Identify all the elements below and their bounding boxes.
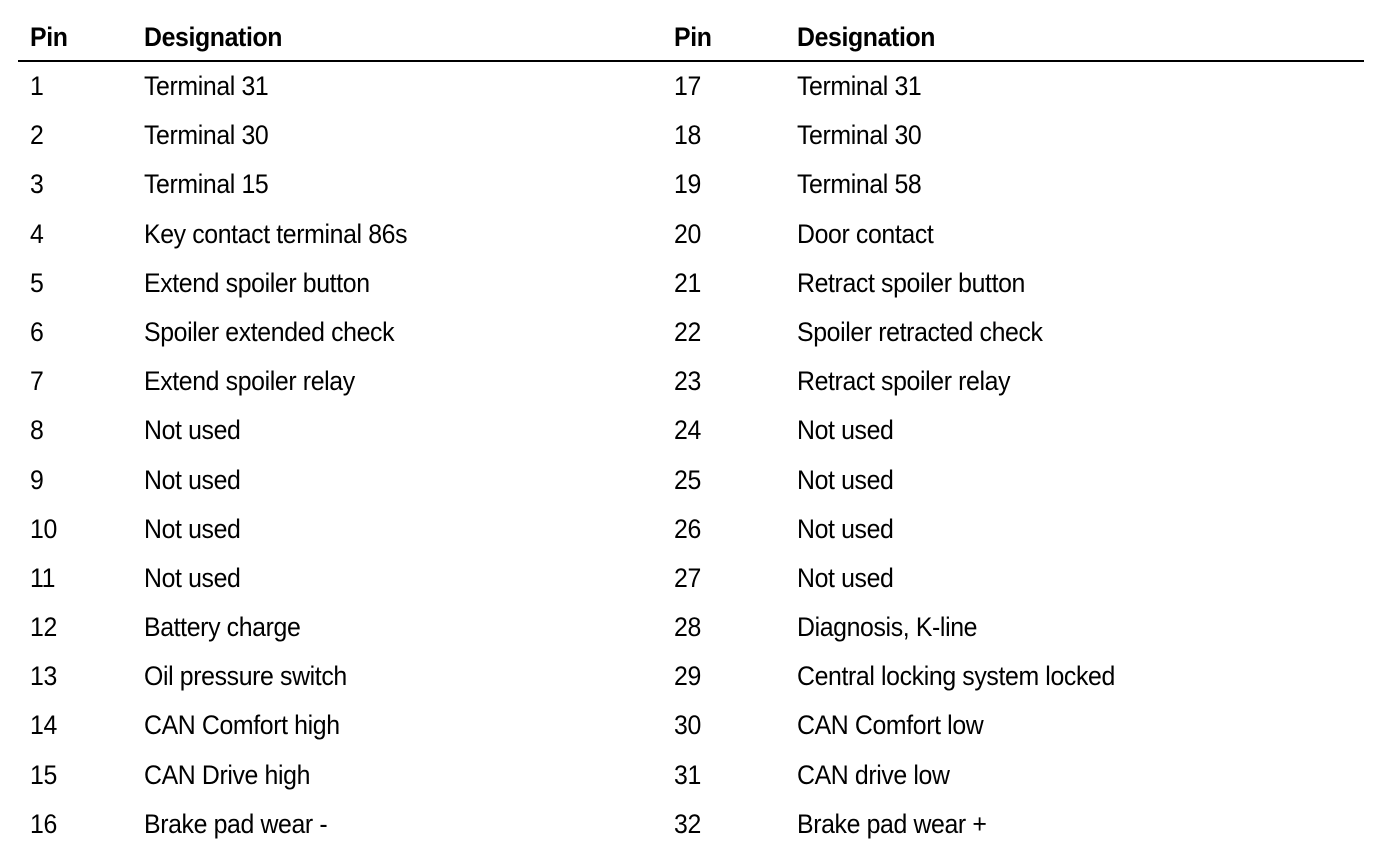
table-row <box>18 751 1364 800</box>
table-row <box>18 160 1364 209</box>
pin-number-right: 27 <box>674 562 701 593</box>
table-row <box>18 210 1364 259</box>
header-pin-left: Pin <box>30 22 68 52</box>
table-row <box>18 357 1364 406</box>
pin-number-left: 14 <box>30 710 57 741</box>
pin-number-right: 30 <box>674 710 701 741</box>
pin-number-left: 12 <box>30 612 57 643</box>
designation-left: Spoiler extended check <box>144 316 395 347</box>
designation-left: Terminal 31 <box>144 71 269 101</box>
designation-left: Oil pressure switch <box>144 661 347 692</box>
table-header <box>18 15 1364 62</box>
pin-number-left: 7 <box>30 366 44 397</box>
pin-number-right: 17 <box>674 71 701 101</box>
pin-number-right: 21 <box>674 267 701 298</box>
designation-right: CAN drive low <box>797 759 950 790</box>
pin-number-left: 10 <box>30 513 57 544</box>
designation-left: Key contact terminal 86s <box>144 218 408 249</box>
pin-number-right: 31 <box>674 759 701 790</box>
designation-right: Spoiler retracted check <box>797 316 1043 347</box>
designation-right: Terminal 31 <box>797 71 922 101</box>
table-body <box>18 62 1364 849</box>
designation-right: Terminal 30 <box>797 120 922 151</box>
header-pin-right: Pin <box>674 22 712 52</box>
pin-number-right: 26 <box>674 513 701 544</box>
pin-number-left: 6 <box>30 316 44 347</box>
table-row <box>18 603 1364 652</box>
table-row <box>18 111 1364 160</box>
pin-number-left: 1 <box>30 71 44 101</box>
designation-right: CAN Comfort low <box>797 710 984 741</box>
pin-number-right: 25 <box>674 464 701 495</box>
pin-number-right: 32 <box>674 808 701 839</box>
pin-number-left: 8 <box>30 415 44 446</box>
pin-number-left: 11 <box>30 562 56 593</box>
pin-number-right: 18 <box>674 120 701 151</box>
designation-right: Not used <box>797 415 894 446</box>
pin-number-right: 29 <box>674 661 701 692</box>
table-row <box>18 554 1364 603</box>
designation-left: Not used <box>144 415 241 446</box>
table-row <box>18 259 1364 308</box>
designation-right: Terminal 58 <box>797 169 922 200</box>
table-row <box>18 456 1364 505</box>
designation-right: Brake pad wear + <box>797 808 987 839</box>
table-row <box>18 505 1364 554</box>
table-row <box>18 308 1364 357</box>
pin-number-right: 28 <box>674 612 701 643</box>
designation-right: Retract spoiler relay <box>797 366 1011 397</box>
pin-number-left: 9 <box>30 464 44 495</box>
designation-right: Not used <box>797 513 894 544</box>
designation-left: Brake pad wear - <box>144 808 328 839</box>
pin-number-right: 20 <box>674 218 701 249</box>
pin-number-left: 13 <box>30 661 57 692</box>
designation-left: Not used <box>144 562 241 593</box>
designation-left: Battery charge <box>144 612 301 643</box>
pin-number-left: 3 <box>30 169 44 200</box>
designation-left: Extend spoiler relay <box>144 366 355 397</box>
pin-number-right: 19 <box>674 169 701 200</box>
designation-left: Terminal 30 <box>144 120 269 151</box>
designation-left: Terminal 15 <box>144 169 269 200</box>
pin-number-left: 16 <box>30 808 57 839</box>
pin-number-right: 23 <box>674 366 701 397</box>
designation-right: Door contact <box>797 218 934 249</box>
designation-right: Central locking system locked <box>797 661 1115 692</box>
designation-left: Not used <box>144 513 241 544</box>
pin-number-left: 4 <box>30 218 44 249</box>
designation-left: CAN Drive high <box>144 759 311 790</box>
table-row <box>18 800 1364 849</box>
designation-right: Not used <box>797 562 894 593</box>
table-row <box>18 701 1364 750</box>
designation-right: Not used <box>797 464 894 495</box>
pin-number-right: 24 <box>674 415 701 446</box>
designation-left: Not used <box>144 464 241 495</box>
pin-number-left: 15 <box>30 759 57 790</box>
designation-right: Diagnosis, K-line <box>797 612 978 643</box>
header-designation-left: Designation <box>144 22 283 52</box>
pin-number-left: 2 <box>30 120 44 151</box>
pin-number-right: 22 <box>674 316 701 347</box>
table-row <box>18 62 1364 111</box>
designation-left: CAN Comfort high <box>144 710 340 741</box>
table-row <box>18 652 1364 701</box>
pin-assignment-table <box>18 15 1364 849</box>
table-row <box>18 406 1364 455</box>
header-designation-right: Designation <box>797 22 936 52</box>
pin-number-left: 5 <box>30 267 44 298</box>
designation-left: Extend spoiler button <box>144 267 370 298</box>
designation-right: Retract spoiler button <box>797 267 1026 298</box>
